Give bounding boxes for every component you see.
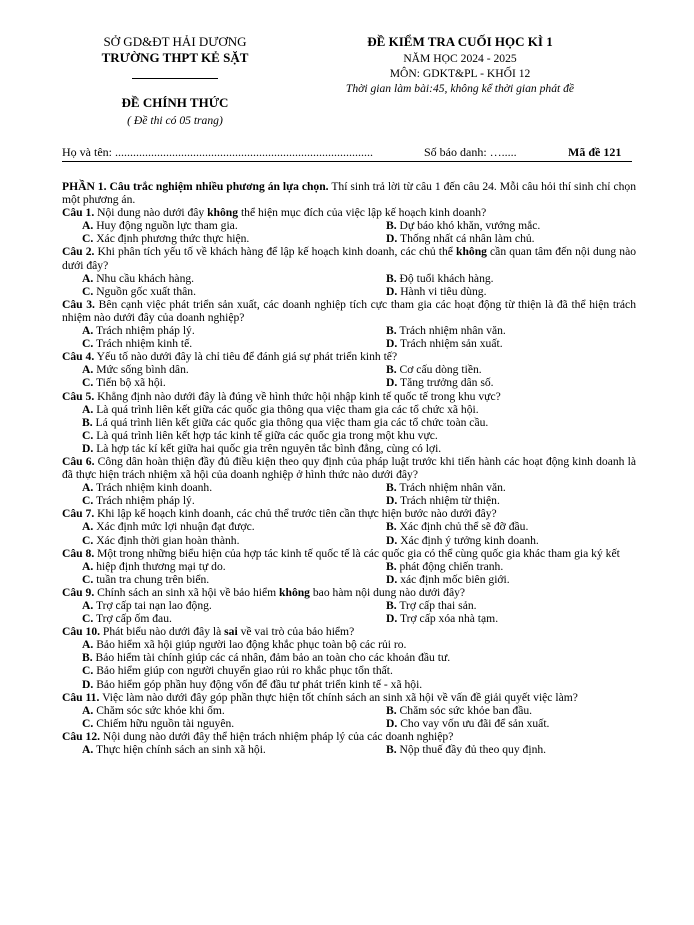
option-text: Trách nhiệm pháp lý. [95, 324, 195, 338]
option-letter: C. [82, 572, 94, 586]
option-text: Trợ cấp ốm đau. [95, 612, 172, 626]
option-letter: A. [82, 324, 94, 338]
answer-option-d[interactable] [386, 573, 510, 586]
option-row [62, 573, 636, 586]
option-letter: D. [82, 441, 94, 455]
question-emphasis: không [279, 585, 310, 599]
student-name-field: Họ và tên: ...................................................................................... [62, 145, 373, 159]
option-text: Thống nhất cá nhân làm chủ. [399, 232, 535, 246]
option-text: Bảo hiểm tài chính giúp các cá nhân, đảm bảo an toàn cho các khoản đầu tư. [95, 651, 451, 665]
option-text: Hành vi tiêu dùng. [400, 284, 487, 298]
option-letter: B. [386, 324, 397, 338]
question-stem [62, 245, 636, 271]
option-row [62, 272, 636, 285]
option-letter: C. [82, 428, 94, 442]
answer-option-b[interactable] [386, 560, 503, 573]
answer-option-d[interactable] [386, 717, 549, 730]
answer-option-b[interactable] [386, 219, 540, 232]
option-text: Xác định ý tưởng kinh doanh. [400, 533, 539, 547]
official-label: ĐỀ CHÍNH THỨC [121, 95, 229, 110]
option-row [62, 534, 636, 547]
question-stem [62, 350, 636, 363]
option-letter: D. [386, 716, 398, 730]
answer-option-d[interactable] [386, 534, 539, 547]
option-text: Trách nhiệm từ thiện. [399, 494, 500, 508]
school-year: NĂM HỌC 2024 - 2025 [403, 52, 517, 65]
answer-option-a[interactable] [82, 219, 238, 232]
option-text: Thực hiện chính sách an sinh xã hội. [95, 743, 266, 757]
time-limit: Thời gian làm bài:45, không kể thời gian phát đề [345, 82, 575, 95]
option-row [62, 219, 636, 232]
page-count-note: ( Đề thi có 05 trang) [127, 114, 223, 127]
option-row [62, 560, 636, 573]
answer-option-d[interactable] [386, 285, 486, 298]
answer-option-b[interactable] [386, 520, 528, 533]
option-letter: C. [82, 232, 94, 246]
answer-option[interactable] [62, 442, 636, 455]
answer-option-b[interactable] [386, 324, 506, 337]
answer-option-c[interactable] [82, 376, 166, 389]
answer-option[interactable] [62, 429, 636, 442]
option-text: Bảo hiểm góp phần huy động vốn để đầu tư phát triển kinh tế - xã hội. [96, 677, 423, 691]
option-text: tuần tra chung trên biển. [96, 572, 210, 586]
question-emphasis: không [456, 245, 487, 259]
option-text: Bảo hiểm giúp con người chuyển giao rủi ro khắc phục tổn thất. [96, 664, 393, 678]
option-letter: A. [82, 703, 94, 717]
school-name: TRƯỜNG THPT KẺ SẶT [101, 50, 249, 65]
option-letter: A. [82, 599, 94, 612]
question-text: Nội dung nào dưới đây [94, 206, 208, 220]
question-text: Khẳng định nào dưới đây là đúng về hình thức hội nhập kinh tế quốc tế trong khu vực? [94, 389, 501, 403]
answer-option-c[interactable] [82, 285, 196, 298]
option-text: Trách nhiệm pháp lý. [95, 494, 195, 508]
option-letter: C. [82, 376, 94, 390]
question-number: Câu 5. [62, 389, 95, 403]
answer-option-a[interactable] [82, 324, 195, 337]
student-info-line [62, 146, 632, 161]
option-text: Trách nhiệm kinh doanh. [95, 481, 213, 495]
question-stem [62, 625, 636, 638]
question-stem [62, 507, 636, 520]
option-text: Trợ cấp thai sản. [399, 599, 477, 612]
option-text: Huy động nguồn lực tham gia. [96, 219, 238, 233]
option-letter: B. [82, 415, 93, 429]
question-text: thể hiện mục đích của việc lập kế hoạch kinh doanh? [238, 206, 487, 220]
option-letter: B. [386, 559, 397, 573]
part1-instructions: Thí sinh trả lời từ câu 1 đến câu 24. Mỗi câu hỏi thí sinh chỉ chọn một phương án. [62, 180, 636, 207]
option-row [62, 324, 636, 337]
option-row [62, 337, 636, 350]
question-text: Phát biểu nào dưới đây là [100, 625, 225, 639]
option-letter: B. [386, 219, 397, 233]
answer-option-c[interactable] [82, 232, 249, 245]
option-text: Nộp thuế đầy đủ theo quy định. [399, 743, 547, 757]
option-text: Tiến bộ xã hội. [95, 376, 166, 390]
exam-code: Mã đề 121 [568, 145, 622, 159]
answer-option-d[interactable] [386, 376, 494, 389]
option-letter: C. [82, 533, 94, 547]
option-letter: A. [82, 743, 94, 757]
answer-option-c[interactable] [82, 717, 234, 730]
answer-option-b[interactable] [386, 481, 506, 494]
candidate-number-field: Số báo danh: …..... [424, 145, 517, 159]
answer-option[interactable] [62, 651, 636, 664]
option-letter: B. [386, 703, 397, 717]
option-letter: B. [386, 743, 397, 757]
option-letter: D. [386, 612, 398, 626]
question-number: Câu 11. [62, 690, 100, 704]
option-letter: B. [386, 599, 397, 612]
option-letter: A. [82, 638, 94, 652]
question-text: Bên cạnh việc phát triển sản xuất, các doanh nghiệp tích cực tham gia các hoạt động từ thiện là đã thể hiện trách nhiệm nào dưới đây của doanh nghiệp? [62, 297, 636, 324]
option-letter: C. [82, 284, 94, 298]
option-letter: D. [386, 572, 398, 586]
option-letter: A. [82, 559, 94, 573]
option-row [62, 520, 636, 533]
option-letter: C. [82, 337, 94, 351]
department-name: SỞ GD&ĐT HẢI DƯƠNG [103, 34, 247, 49]
question-stem [62, 547, 636, 560]
option-letter: C. [82, 494, 94, 508]
option-text: Xác định thời gian hoàn thành. [96, 533, 240, 547]
option-text: Trợ cấp xóa nhà tạm. [399, 612, 499, 626]
option-text: Độ tuổi khách hàng. [399, 271, 494, 285]
question-stem [62, 390, 636, 403]
option-letter: D. [386, 284, 398, 298]
option-letter: D. [82, 677, 94, 691]
option-text: Trách nhiệm nhân văn. [399, 481, 506, 495]
option-text: Xác định mức lợi nhuận đạt được. [96, 520, 255, 534]
question-number: Câu 9. [62, 585, 95, 599]
option-letter: A. [82, 363, 94, 377]
question-emphasis: không [207, 206, 239, 220]
question-number: Câu 12. [62, 729, 101, 743]
question-text: Công dân hoàn thiện đầy đủ điều kiện theo quy định của pháp luật trước khi tiến hành các hoạt động kinh doanh là đã thực hiện trách nhiệm xã hội của doanh nghiệp ở hình thức nào dưới đây? [62, 454, 636, 482]
answer-option-d[interactable] [386, 612, 498, 625]
option-row [62, 743, 636, 756]
option-letter: B. [386, 481, 397, 495]
answer-option[interactable] [62, 678, 636, 691]
option-text: Bảo hiểm xã hội giúp người lao động khắc phục toàn bộ các rủi ro. [96, 638, 407, 652]
question-text: bao hàm nội dung nào dưới đây? [309, 585, 466, 599]
question-stem [62, 730, 636, 743]
answer-option-a[interactable] [82, 520, 255, 533]
answer-option-d[interactable] [386, 232, 535, 245]
question-number: Câu 7. [62, 507, 95, 521]
question-text: Chính sách an sinh xã hội về bảo hiểm [94, 585, 280, 599]
question-stem [62, 691, 636, 704]
question-number: Câu 10. [62, 625, 101, 639]
option-text: Chăm sóc sức khỏe khi ốm. [96, 703, 225, 717]
answer-option-c[interactable] [82, 534, 239, 547]
option-text: Lá quá trình liên kết giữa các quốc gia thông qua việc tham gia các tổ chức toàn cầu. [95, 415, 489, 429]
question-text: Nội dung nào dưới đây thể hiện trách nhiệm pháp lý của các doanh nghiệp? [100, 729, 454, 743]
question-stem [62, 586, 636, 599]
option-row [62, 481, 636, 494]
option-text: Cho vay vốn ưu đãi để sản xuất. [400, 716, 550, 730]
option-row [62, 599, 636, 612]
option-text: Xác định chủ thể sẽ đỡ đầu. [399, 520, 529, 534]
question-stem [62, 455, 636, 481]
answer-option-b[interactable] [386, 599, 477, 612]
option-row [62, 494, 636, 507]
question-number: Câu 3. [62, 297, 95, 311]
option-letter: A. [82, 271, 94, 285]
exam-title: ĐỀ KIỂM TRA CUỐI HỌC KÌ 1 [367, 34, 553, 49]
option-letter: D. [386, 533, 398, 547]
exam-header [0, 30, 694, 130]
answer-option-a[interactable] [82, 743, 266, 756]
answer-option-a[interactable] [82, 560, 226, 573]
option-text: Mức sống bình dân. [96, 363, 189, 377]
option-text: Nhu cầu khách hàng. [96, 271, 195, 285]
option-letter: A. [82, 402, 94, 416]
option-text: Xác định phương thức thực hiện. [96, 232, 250, 246]
option-letter: A. [82, 481, 94, 495]
option-text: xác định mốc biên giới. [400, 572, 510, 586]
answer-option[interactable] [62, 403, 636, 416]
answer-option-a[interactable] [82, 272, 194, 285]
option-letter: B. [82, 651, 93, 665]
option-text: Cơ cấu dòng tiền. [399, 363, 482, 377]
option-row [62, 363, 636, 376]
option-text: Trách nhiệm kinh tế. [95, 337, 193, 351]
option-text: Chiếm hữu nguồn tài nguyên. [96, 716, 235, 730]
question-emphasis: sai [224, 625, 238, 639]
questions-body [62, 180, 636, 756]
option-text: hiệp định thương mại tự do. [96, 559, 226, 573]
answer-option-d[interactable] [386, 337, 503, 350]
option-letter: B. [386, 520, 397, 534]
option-text: Dự báo khó khăn, vướng mắc. [399, 219, 541, 233]
answer-option-b[interactable] [386, 272, 494, 285]
question-text: về vai trò của bảo hiểm? [237, 625, 355, 639]
question-number: Câu 6. [62, 454, 95, 468]
question-stem [62, 206, 636, 219]
question-number: Câu 2. [62, 245, 95, 259]
option-letter: B. [386, 271, 397, 285]
option-row [62, 376, 636, 389]
option-text: Trợ cấp tai nạn lao động. [95, 599, 212, 612]
option-letter: A. [82, 520, 94, 534]
option-letter: D. [386, 337, 398, 351]
option-text: Là quá trình liên kết hợp tác kinh tế giữa các quốc gia trong một khu vực. [96, 428, 438, 442]
option-text: Trách nhiệm nhân văn. [399, 324, 506, 338]
option-letter: B. [386, 363, 397, 377]
part1-heading [62, 180, 636, 206]
subject-line: MÔN: GDKT&PL - KHỐI 12 [389, 67, 531, 80]
option-text: phát động chiến tranh. [399, 559, 504, 573]
question-stem [62, 298, 636, 324]
option-text: Tăng trưởng dân số. [399, 376, 494, 390]
question-text: Khi lập kế hoạch kinh doanh, các chủ thể trước tiên cần thực hiện bước nào dưới đây? [94, 507, 497, 521]
answer-option-b[interactable] [386, 743, 546, 756]
answer-option-c[interactable] [82, 573, 209, 586]
info-underline [62, 161, 632, 162]
option-letter: C. [82, 716, 94, 730]
option-letter: D. [386, 232, 398, 246]
question-text: Yếu tố nào dưới đây là chỉ tiêu để đánh giá sự phát triển kinh tế? [94, 350, 398, 364]
option-letter: A. [82, 219, 94, 233]
answer-option-b[interactable] [386, 363, 482, 376]
answer-option-a[interactable] [82, 704, 225, 717]
option-letter: D. [386, 494, 398, 508]
question-text: cần quan tâm đến nội dung nào dưới đây? [62, 245, 637, 272]
option-letter: C. [82, 612, 94, 626]
answer-option-c[interactable] [82, 494, 195, 507]
question-text: Một trong những biểu hiện của hợp tác kinh tế quốc tế là các quốc gia có thể cùng quốc gia khác tham gia ký kết [94, 546, 620, 560]
option-row [62, 717, 636, 730]
answer-option-a[interactable] [82, 481, 212, 494]
option-row [62, 704, 636, 717]
answer-option[interactable] [62, 664, 636, 677]
part1-title: PHẦN 1. Câu trắc nghiệm nhiều phương án lựa chọn. [62, 180, 329, 193]
answer-option-c[interactable] [82, 612, 172, 625]
option-row [62, 612, 636, 625]
answer-option[interactable] [62, 638, 636, 651]
option-row [62, 285, 636, 298]
question-number: Câu 1. [62, 206, 95, 220]
answer-option-a[interactable] [82, 363, 189, 376]
question-text: Khi phân tích yếu tố về khách hàng để lập kế hoạch kinh doanh, các chủ thể [94, 245, 457, 259]
question-text: Việc làm nào dưới đây góp phần thực hiện tốt chính sách an sinh xã hội về vấn đề giải quyết việc làm? [99, 690, 578, 704]
answer-option-a[interactable] [82, 599, 212, 612]
option-text: Nguồn gốc xuất thân. [96, 284, 197, 298]
answer-option-b[interactable] [386, 704, 532, 717]
option-letter: D. [386, 376, 398, 390]
option-row [62, 232, 636, 245]
option-letter: C. [82, 664, 94, 678]
answer-option[interactable] [62, 416, 636, 429]
option-text: Chăm sóc sức khỏe ban đầu. [399, 703, 533, 717]
answer-option-c[interactable] [82, 337, 192, 350]
header-left-divider [132, 78, 218, 79]
option-text: Là quá trình liên kết giữa các quốc gia thông qua việc tham gia các tổ chức xã hội. [96, 402, 479, 416]
option-text: Là hợp tác kí kết giữa hai quốc gia trên nguyên tắc bình đẳng, cùng có lợi. [96, 441, 442, 455]
answer-option-d[interactable] [386, 494, 500, 507]
question-number: Câu 8. [62, 546, 95, 560]
question-number: Câu 4. [62, 350, 95, 364]
option-text: Trách nhiệm sản xuất. [399, 337, 503, 351]
